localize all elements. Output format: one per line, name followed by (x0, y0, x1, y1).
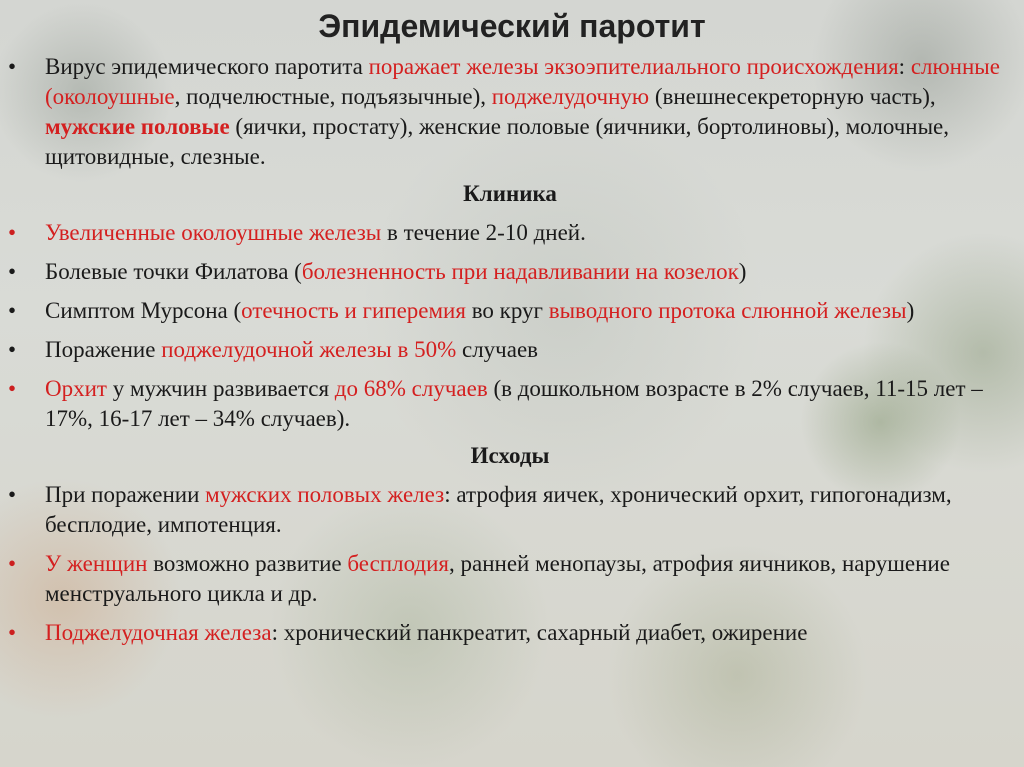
text-span: : хронический панкреатит, сахарный диабет, ожирение (271, 620, 808, 645)
list-item-outcomes-2 (8, 549, 1012, 609)
highlight-span: до 68% случаев (334, 376, 488, 401)
text-span: : (898, 54, 911, 79)
bullet-text (45, 296, 1012, 326)
highlight-span: слюнные (околоушные (45, 54, 1000, 109)
bullet: • (8, 620, 17, 645)
bullet: • (8, 259, 17, 284)
list-item-clinic-1 (8, 218, 1012, 248)
bullet-text (45, 257, 1012, 287)
slide-content (8, 52, 1012, 657)
bullet-text (45, 218, 1012, 248)
list-item-outcomes-3 (8, 618, 1012, 648)
bullet: • (8, 220, 17, 245)
section-heading-clinic: Клиника (463, 181, 557, 206)
bullet-text (45, 52, 1012, 172)
list-item-clinic-3 (8, 296, 1012, 326)
list-item-clinic-4 (8, 335, 1012, 365)
bullet-text (45, 549, 1012, 609)
bullet-text (45, 618, 1012, 648)
text-span: в течение 2-10 дней. (381, 220, 586, 245)
highlight-span: Увеличенные околоушные железы (45, 220, 382, 245)
text-span: При поражении (45, 482, 206, 507)
list-item-outcomes-1 (8, 480, 1012, 540)
text-span: у мужчин развивается (106, 376, 335, 401)
text-span: во круг (465, 298, 549, 323)
bullet: • (8, 376, 17, 401)
list-item-clinic-2 (8, 257, 1012, 287)
highlight-span: Поджелудочная железа (45, 620, 272, 645)
list-item-clinic-5 (8, 374, 1012, 434)
page-title: Эпидемический паротит (318, 8, 706, 44)
bullet-text (45, 335, 1012, 365)
text-span: Вирус эпидемического паротита (45, 54, 369, 79)
text-span: , подчелюстные, подъязычные), (174, 84, 492, 109)
highlight-span: Орхит (45, 376, 107, 401)
text-span: возможно развитие (147, 551, 348, 576)
highlight-span: выводного протока слюнной железы (548, 298, 907, 323)
text-span: ) (906, 298, 915, 323)
text-span: : атрофия яичек, хронический орхит, гипогонадизм, бесплодие, импотенция. (45, 482, 952, 537)
text-span: (яички, простату), женские половые (яичники, бортолиновы), молочные, щитовидные, слезные. (45, 114, 950, 169)
text-span: , ранней менопаузы, атрофия яичников, нарушение менструального цикла и др. (45, 551, 950, 606)
bullet: • (8, 298, 17, 323)
text-span: (внешнесекреторную часть), (649, 84, 936, 109)
highlight-span: болезненность при надавливании на козелок (301, 259, 739, 284)
highlight-span: поджелудочную (491, 84, 650, 109)
highlight-span: У женщин (45, 551, 148, 576)
bullet-text (45, 480, 1012, 540)
highlight-span: бесплодия (347, 551, 450, 576)
highlight-span: поджелудочной железы в 50% (161, 337, 457, 362)
list-item-intro (8, 52, 1012, 172)
text-span: ) (738, 259, 747, 284)
highlight-span: отечность и гиперемия (241, 298, 466, 323)
bullet: • (8, 54, 17, 79)
bullet: • (8, 482, 17, 507)
highlight-span: мужских половых желез (205, 482, 445, 507)
bullet: • (8, 551, 17, 576)
text-span: (в дошкольном возрасте в 2% случаев, 11-15 лет – 17%, 16-17 лет – 34% случаев). (45, 376, 983, 431)
text-span: случаев (456, 337, 539, 362)
section-heading-outcomes: Исходы (470, 443, 550, 468)
highlight-span: поражает железы экзоэпителиального происхождения (368, 54, 899, 79)
bullet-text (45, 374, 1012, 434)
bullet: • (8, 337, 17, 362)
text-span: Поражение (45, 337, 162, 362)
text-span: Симптом Мурсона ( (45, 298, 242, 323)
highlight-span: мужские половые (45, 114, 230, 139)
text-span: Болевые точки Филатова ( (45, 259, 302, 284)
